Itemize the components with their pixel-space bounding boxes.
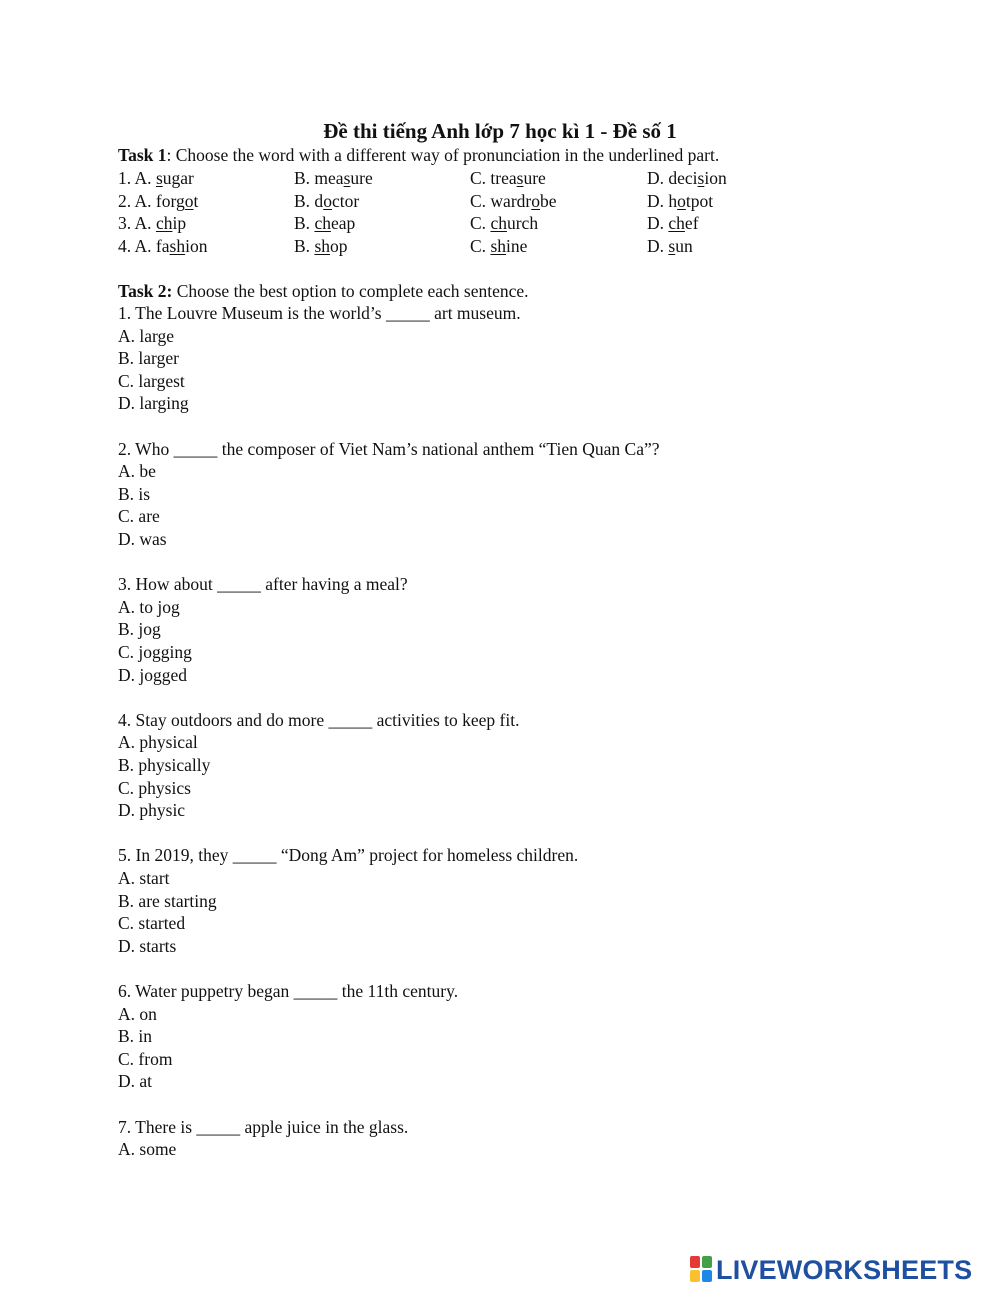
option-text-post: ef (684, 213, 699, 234)
option-underlined-part: ch (314, 213, 331, 234)
task1-heading (118, 144, 719, 166)
option-underlined-part: sh (169, 235, 186, 256)
option-text-post: ion (704, 168, 727, 188)
option-text-post: be (539, 190, 557, 211)
answer-option: D. was (118, 529, 167, 549)
answer-option: A. on (118, 1003, 157, 1024)
task2-label: Task 2: (118, 281, 173, 301)
answer-option: A. some (118, 1139, 177, 1160)
task1-option (647, 190, 713, 212)
option-text-pre: B. mea (294, 168, 344, 188)
option-underlined-part: s (697, 168, 705, 188)
answer-option: A. to jog (118, 596, 180, 617)
option-text-pre: C. (470, 235, 491, 256)
answer-option: A. physical (118, 732, 198, 753)
option-text-post: ion (185, 235, 208, 256)
option-text-post: urch (506, 213, 539, 234)
option-underlined-part: s (155, 168, 163, 188)
question-text: 5. In 2019, they _____ “Dong Am” project for homeless children. (118, 845, 579, 866)
option-text-post: ctor (331, 190, 360, 211)
task1-option (647, 167, 727, 189)
liveworksheets-logo (690, 1254, 990, 1286)
answer-option: D. jogged (118, 664, 188, 685)
option-text-post: ip (172, 213, 187, 234)
question-text: 2. Who _____ the composer of Viet Nam’s national anthem “Tien Quan Ca”? (118, 438, 660, 459)
option-text-post: ine (506, 235, 528, 256)
question-text: 3. How about _____ after having a meal? (118, 574, 408, 595)
option-text-pre: D. h (647, 190, 678, 211)
option-text-pre: 3. A. (118, 213, 156, 234)
task1-label: Task 1 (118, 145, 167, 165)
question-text: 6. Water puppetry began _____ the 11th century. (118, 981, 459, 1001)
answer-option: D. starts (118, 935, 177, 956)
option-underlined-part: s (516, 168, 524, 188)
answer-option: D. larging (118, 393, 189, 414)
option-text-pre: C. wardr (470, 190, 532, 211)
option-underlined-part: sh (314, 235, 330, 256)
task1-option (118, 212, 186, 234)
task1-option (294, 190, 359, 212)
answer-option: C. are (118, 506, 160, 527)
answer-option: C. from (118, 1048, 173, 1069)
answer-option: C. jogging (118, 642, 192, 662)
question-text: 7. There is _____ apple juice in the glass. (118, 1116, 409, 1137)
option-underlined-part: ch (490, 213, 507, 234)
option-text-pre: D. deci (647, 168, 698, 188)
option-text-pre: D. (647, 235, 669, 256)
option-text-pre: B. (294, 235, 315, 256)
option-underlined-part: s (343, 168, 351, 188)
question-text: 4. Stay outdoors and do more _____ activities to keep fit. (118, 709, 520, 730)
option-text-pre: B. (294, 213, 315, 234)
task1-option (470, 190, 557, 212)
option-text-post: t (193, 190, 199, 211)
option-text-pre: 1. A. (118, 168, 156, 188)
option-text-pre: C. trea (470, 168, 517, 188)
task2-heading (118, 280, 529, 302)
option-text-post: op (330, 235, 348, 256)
option-text-pre: C. (470, 213, 491, 234)
answer-option: B. larger (118, 348, 179, 369)
answer-option: D. physic (118, 800, 186, 821)
answer-option: D. at (118, 1071, 153, 1092)
answer-option: C. started (118, 913, 186, 934)
task1-option (470, 167, 546, 189)
task1-option (470, 212, 538, 234)
answer-option: A. large (118, 325, 175, 346)
option-underlined-part: ch (668, 213, 685, 234)
option-text-pre: D. (647, 213, 669, 234)
option-text-post: un (675, 235, 693, 256)
task2-instruction: Choose the best option to complete each sentence. (172, 281, 529, 301)
answer-option: C. largest (118, 370, 185, 391)
answer-option: B. jog (118, 619, 161, 640)
task1-option (118, 190, 198, 212)
option-underlined-part: s (668, 235, 676, 256)
option-underlined-part: sh (490, 235, 506, 256)
option-text-pre: 2. A. forg (118, 190, 185, 211)
option-text-post: eap (330, 213, 356, 234)
option-underlined-part: o (677, 190, 686, 211)
task1-option (647, 235, 693, 257)
option-underlined-part: ch (155, 213, 173, 234)
answer-option: B. is (118, 483, 151, 504)
option-text-post: tpot (685, 190, 714, 211)
task1-option (647, 212, 699, 234)
task1-option (294, 167, 373, 189)
answer-option: A. be (118, 461, 156, 482)
option-text-post: ure (350, 168, 373, 188)
option-underlined-part: o (531, 190, 540, 211)
task1-option (294, 212, 355, 234)
option-text-post: ure (523, 168, 546, 188)
page-title: Đề thi tiếng Anh lớp 7 học kì 1 - Đề số 1 (323, 119, 677, 143)
answer-option: A. start (118, 868, 170, 888)
option-underlined-part: o (184, 190, 194, 211)
task1-option (294, 235, 348, 257)
task1-option (118, 235, 207, 257)
option-underlined-part: o (323, 190, 332, 211)
answer-option: B. are starting (118, 890, 217, 911)
task1-instruction: : Choose the word with a different way of pronunciation in the underlined part. (166, 145, 720, 165)
brand-name: LIVEWORKSHEETS (716, 1255, 973, 1285)
answer-option: B. physically (118, 755, 211, 775)
task1-option (118, 167, 194, 189)
option-text-pre: B. d (294, 190, 324, 211)
answer-option: B. in (118, 1026, 153, 1047)
answer-option: C. physics (118, 777, 191, 798)
task1-option (470, 235, 527, 257)
liveworksheets-tiles-icon (690, 1256, 712, 1282)
question-text: 1. The Louvre Museum is the world’s _____ art museum. (118, 303, 521, 323)
option-text-pre: 4. A. fa (118, 235, 170, 256)
option-text-post: ugar (162, 168, 194, 188)
